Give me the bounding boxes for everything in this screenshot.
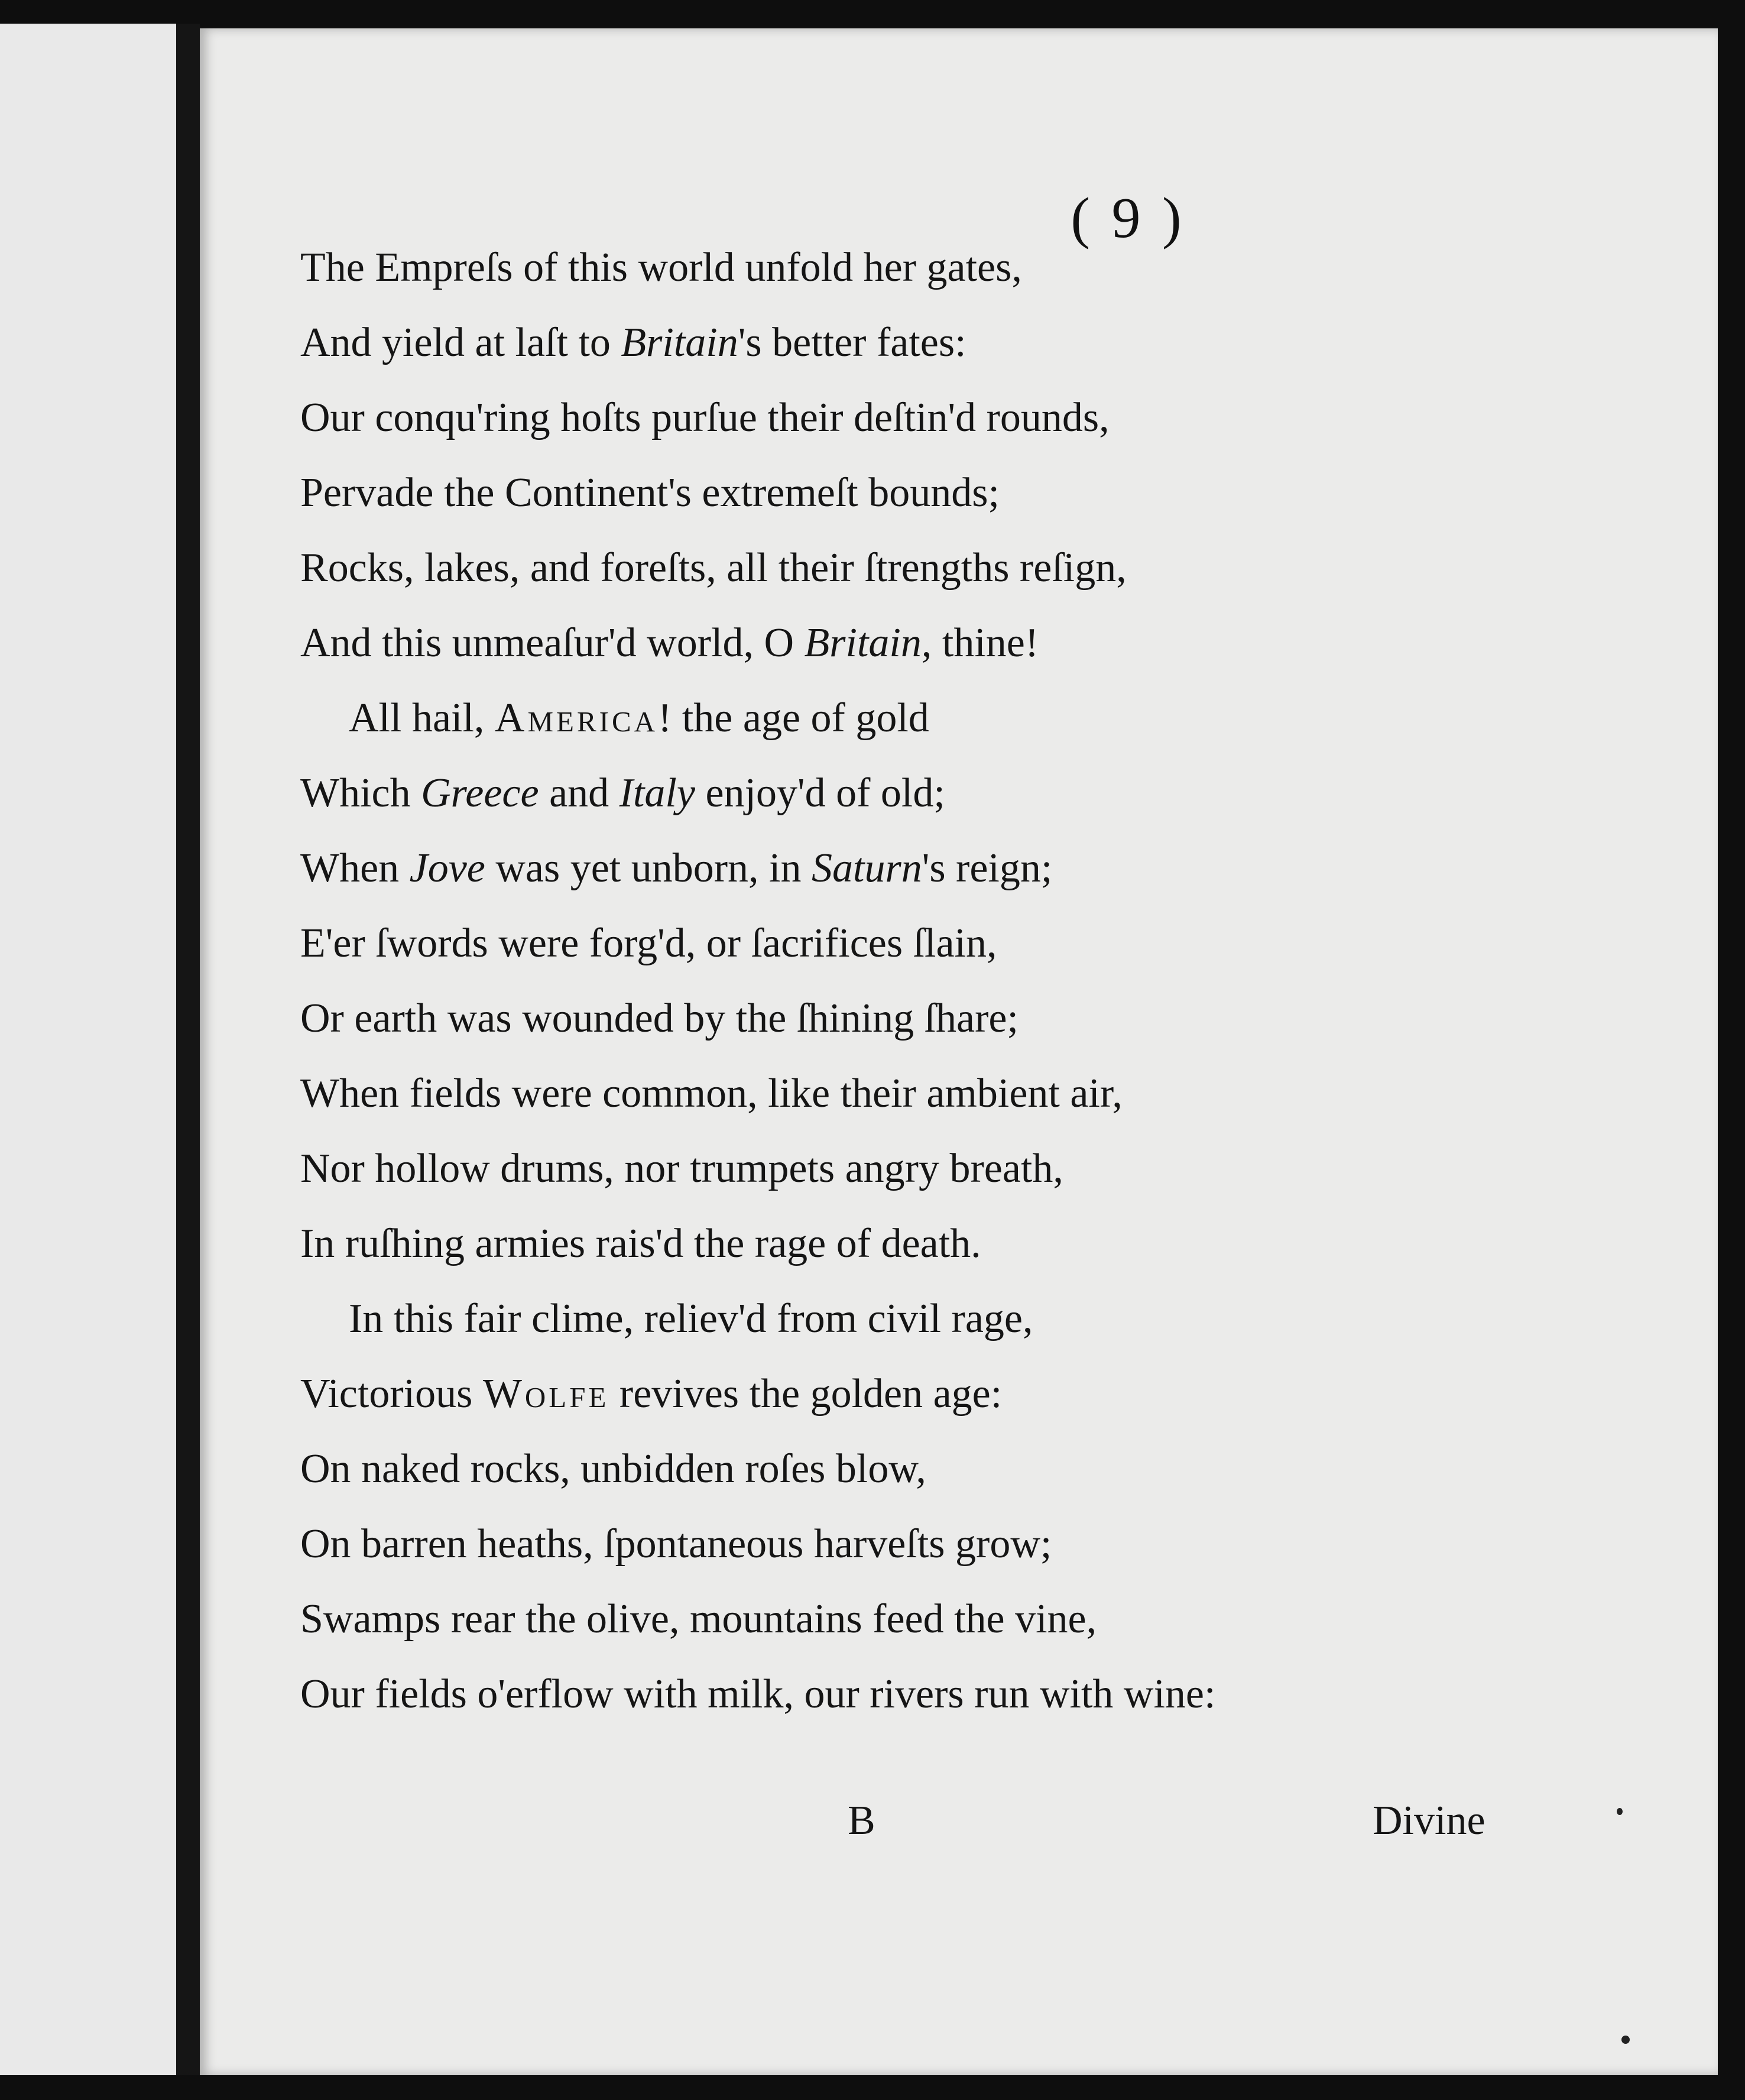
line-segment: On naked rocks, unbidden roſes blow,: [300, 1446, 926, 1492]
facing-page-edge: [0, 24, 179, 2075]
poem-line: [300, 920, 997, 967]
poem-line: [300, 1596, 1097, 1643]
line-segment: Nor hollow drums, nor trumpets angry breath,: [300, 1146, 1063, 1191]
line-segment: E'er ſwords were forg'd, or ſacrifices ſlain,: [300, 921, 997, 966]
poem-line: [300, 1521, 1052, 1568]
signature-mark: B: [848, 1798, 875, 1843]
small-caps-word: Wolfe: [482, 1371, 609, 1417]
line-segment: On barren heaths, ſpontaneous harveſts grow;: [300, 1521, 1052, 1567]
line-segment: And this unmeaſur'd world, O: [300, 620, 805, 666]
poem-line: [300, 1220, 981, 1268]
line-segment: When: [300, 845, 410, 891]
line-segment: and: [539, 770, 619, 816]
small-caps-word: America: [494, 695, 659, 741]
line-segment: , thine!: [921, 620, 1039, 666]
line-segment: When fields were common, like their ambient air,: [300, 1071, 1123, 1116]
poem-line: [300, 1145, 1063, 1192]
poem-line: [300, 1446, 926, 1493]
line-segment: In ruſhing armies rais'd the rage of death.: [300, 1221, 981, 1266]
poem-line: [300, 545, 1127, 592]
poem-line: [349, 695, 929, 742]
line-segment: The Empreſs of this world unfold her gates,: [300, 245, 1022, 290]
poem-line: [300, 620, 1039, 667]
italic-word: Britain: [804, 620, 922, 666]
poem-line: [300, 469, 1000, 517]
poem-line: [300, 1070, 1123, 1117]
italic-word: Greece: [421, 770, 539, 816]
line-segment: Rocks, lakes, and foreſts, all their ſtrengths reſign,: [300, 545, 1127, 591]
poem-line: [300, 394, 1110, 442]
ink-speck: [1621, 2036, 1630, 2044]
poem-line: [300, 319, 966, 367]
line-segment: Our fields o'erflow with milk, our rivers run with wine:: [300, 1671, 1216, 1717]
ink-speck: [1617, 1808, 1623, 1815]
italic-word: Britain: [621, 320, 738, 365]
poem-line: [349, 1295, 1033, 1343]
poem-line: [300, 770, 945, 817]
line-segment: Our conqu'ring hoſts purſue their deſtin'd rounds,: [300, 395, 1110, 440]
line-segment: was yet unborn, in: [485, 845, 812, 891]
poem-line: [300, 1671, 1215, 1718]
line-segment: Or earth was wounded by the ſhining ſhare;: [300, 996, 1019, 1041]
book-gutter: [176, 24, 200, 2075]
line-segment: Pervade the Continent's extremeſt bounds;: [300, 470, 1000, 516]
line-segment: And yield at laſt to: [300, 320, 621, 365]
poem-line: [300, 1370, 1002, 1418]
line-segment: ! the age of gold: [658, 695, 929, 741]
line-segment: Swamps rear the olive, mountains feed the vine,: [300, 1596, 1097, 1642]
poem-line: [300, 845, 1052, 892]
italic-word: Italy: [619, 770, 695, 816]
italic-word: Saturn: [812, 845, 922, 891]
poem-line: [300, 244, 1022, 291]
page-number-header: ( 9 ): [1071, 186, 1185, 250]
line-segment: 's better fates:: [738, 320, 966, 365]
line-segment: In this fair clime, reliev'd from civil rage,: [349, 1296, 1033, 1341]
line-segment: enjoy'd of old;: [695, 770, 945, 816]
line-segment: Victorious: [300, 1371, 483, 1417]
line-segment: revives the golden age:: [609, 1371, 1003, 1417]
line-segment: Which: [300, 770, 421, 816]
book-page: [200, 28, 1718, 2075]
poem-line: [300, 995, 1019, 1042]
line-segment: All hail,: [349, 695, 495, 741]
italic-word: Jove: [409, 845, 485, 891]
line-segment: 's reign;: [922, 845, 1053, 891]
catchword: Divine: [1373, 1798, 1485, 1843]
